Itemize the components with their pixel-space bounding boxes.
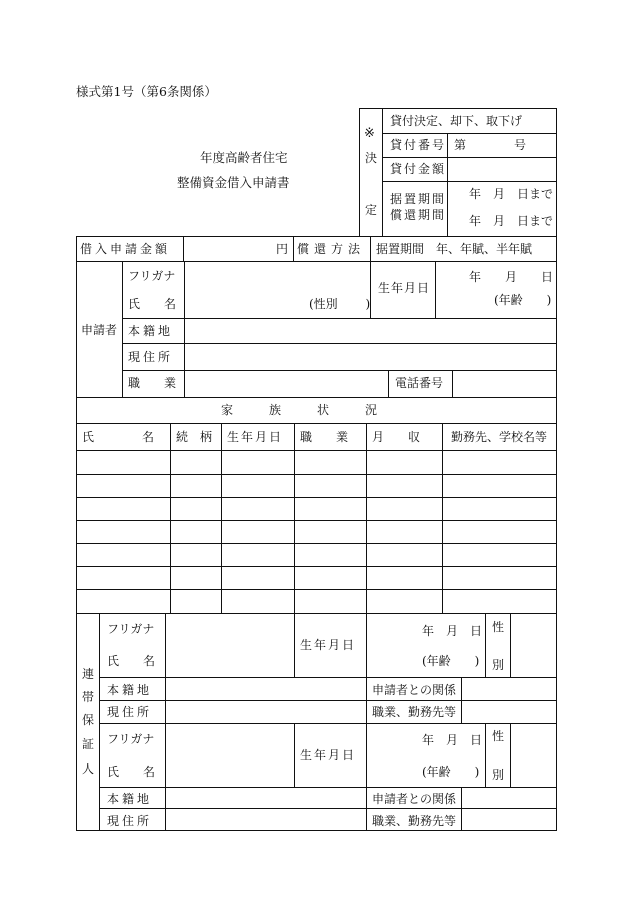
title-line-1: 年度高齢者住宅	[200, 150, 288, 165]
repayment-method-value: 据置期間 年、年賦、半年賦	[376, 242, 533, 256]
family-cell-occupation[interactable]	[295, 475, 366, 497]
loan-amount-label: 貸付金額	[390, 162, 447, 176]
family-cell-relation[interactable]	[171, 590, 221, 612]
guarantor-label-4: 証	[82, 737, 95, 751]
family-cell-relation[interactable]	[171, 544, 221, 566]
family-cell-birth[interactable]	[222, 521, 294, 543]
applicant-occupation-input[interactable]	[186, 372, 386, 396]
guarantor1-sex-label-2: 別	[492, 658, 505, 672]
applicant-address-label: 現住所	[128, 350, 174, 364]
family-cell-birth[interactable]	[222, 475, 294, 497]
family-cell-income[interactable]	[367, 498, 442, 520]
guarantor1-name-input[interactable]	[167, 615, 293, 676]
family-cell-birth[interactable]	[222, 590, 294, 612]
decision-label-2: 定	[365, 203, 378, 217]
applicant-address-input[interactable]	[186, 345, 554, 369]
loan-number-label: 貸付番号	[390, 138, 447, 152]
family-cell-occupation[interactable]	[295, 544, 366, 566]
applicant-occupation-label: 職 業	[128, 376, 177, 390]
repayment-method-label: 償還方法	[297, 242, 366, 256]
family-cell-relation[interactable]	[171, 567, 221, 589]
applicant-name-input[interactable]	[186, 263, 306, 317]
family-cell-income[interactable]	[367, 475, 442, 497]
family-header-name: 氏 名	[82, 430, 155, 444]
guarantor1-name-label: 氏 名	[107, 654, 156, 668]
family-header-occupation: 職 業	[300, 430, 349, 444]
family-cell-birth[interactable]	[222, 498, 294, 520]
repayment-until: 年 月 日まで	[469, 214, 554, 228]
guarantor1-address-input[interactable]	[167, 702, 365, 722]
guarantor2-relation-label: 申請者との関係	[372, 792, 457, 806]
title-line-2: 整備資金借入申請書	[177, 175, 290, 190]
applicant-sex: (性別 )	[309, 297, 371, 311]
guarantor2-furigana-label: フリガナ	[107, 732, 155, 746]
guarantor2-occupation-label: 職業、勤務先等	[372, 814, 457, 828]
guarantor-label-2: 帯	[82, 690, 95, 704]
applicant-honseki-label: 本籍地	[128, 324, 174, 338]
applicant-name-label: 氏 名	[128, 297, 177, 311]
family-cell-occupation[interactable]	[295, 451, 366, 473]
family-cell-workplace[interactable]	[443, 475, 556, 497]
applicant-age: (年齢 )	[494, 293, 552, 307]
guarantor2-address-label: 現住所	[107, 814, 153, 828]
applicant-birth-ymd: 年 月 日	[469, 270, 554, 284]
family-cell-relation[interactable]	[171, 521, 221, 543]
guarantor-label-1: 連	[82, 667, 95, 681]
family-cell-name[interactable]	[77, 475, 170, 497]
guarantor1-honseki-input[interactable]	[167, 679, 365, 699]
family-status-title: 家 族 状 況	[221, 403, 378, 417]
repayment-period-label: 償還期間	[390, 208, 447, 222]
guarantor2-name-label: 氏 名	[107, 765, 156, 779]
guarantor2-sex-label-2: 別	[492, 768, 505, 782]
family-cell-name[interactable]	[77, 521, 170, 543]
decision-mark: ※	[364, 126, 375, 141]
family-cell-occupation[interactable]	[295, 567, 366, 589]
guarantor2-name-input[interactable]	[167, 725, 293, 786]
guarantor2-occupation-input[interactable]	[463, 810, 555, 829]
deferment-period-label: 据置期間	[390, 192, 447, 206]
guarantor2-address-input[interactable]	[167, 810, 365, 829]
family-cell-income[interactable]	[367, 544, 442, 566]
family-cell-workplace[interactable]	[443, 521, 556, 543]
family-cell-name[interactable]	[77, 590, 170, 612]
family-cell-income[interactable]	[367, 521, 442, 543]
family-cell-birth[interactable]	[222, 451, 294, 473]
family-cell-income[interactable]	[367, 590, 442, 612]
family-cell-name[interactable]	[77, 567, 170, 589]
loan-amount-input[interactable]	[185, 238, 275, 260]
guarantor2-age: (年齢 )	[422, 765, 480, 779]
family-cell-occupation[interactable]	[295, 590, 366, 612]
family-cell-income[interactable]	[367, 451, 442, 473]
guarantor1-furigana-label: フリガナ	[107, 622, 155, 636]
guarantor1-age: (年齢 )	[422, 654, 480, 668]
guarantor2-relation-input[interactable]	[463, 789, 555, 807]
guarantor2-birth-label: 生年月日	[300, 748, 357, 762]
guarantor2-honseki-label: 本籍地	[107, 792, 153, 806]
applicant-phone-input[interactable]	[454, 372, 554, 396]
guarantor1-relation-label: 申請者との関係	[372, 683, 457, 697]
family-cell-workplace[interactable]	[443, 451, 556, 473]
family-cell-workplace[interactable]	[443, 544, 556, 566]
family-cell-workplace[interactable]	[443, 590, 556, 612]
guarantor2-sex-label-1: 性	[492, 729, 505, 743]
family-header-relation: 続 柄	[176, 430, 213, 444]
guarantor1-address-label: 現住所	[107, 705, 153, 719]
loan-amount-field-label: 借入申請金額	[80, 242, 171, 256]
family-cell-occupation[interactable]	[295, 498, 366, 520]
guarantor1-occupation-input[interactable]	[463, 702, 555, 722]
family-cell-relation[interactable]	[171, 475, 221, 497]
yen-unit: 円	[276, 242, 289, 256]
family-cell-birth[interactable]	[222, 544, 294, 566]
family-cell-income[interactable]	[367, 567, 442, 589]
guarantor2-honseki-input[interactable]	[167, 789, 365, 807]
family-cell-occupation[interactable]	[295, 521, 366, 543]
family-cell-relation[interactable]	[171, 451, 221, 473]
applicant-birth-label: 生年月日	[378, 281, 431, 295]
loan-number-suffix: 号	[514, 138, 527, 152]
guarantor1-relation-input[interactable]	[463, 679, 555, 699]
family-cell-name[interactable]	[77, 451, 170, 473]
family-header-birth: 生年月日	[227, 430, 284, 444]
family-cell-relation[interactable]	[171, 498, 221, 520]
guarantor2-ymd: 年 月 日	[422, 733, 483, 747]
applicant-phone-label: 電話番号	[395, 376, 444, 390]
loan-number-prefix: 第	[454, 138, 467, 152]
guarantor1-occupation-label: 職業、勤務先等	[372, 705, 457, 719]
family-header-income: 月 収	[372, 430, 421, 444]
decision-result-options: 貸付決定、却下、取下げ	[390, 114, 523, 128]
family-header-workplace: 勤務先、学校名等	[451, 430, 548, 444]
family-cell-workplace[interactable]	[443, 498, 556, 520]
family-cell-birth[interactable]	[222, 567, 294, 589]
applicant-furigana-label: フリガナ	[128, 269, 176, 283]
family-cell-workplace[interactable]	[443, 567, 556, 589]
family-cell-name[interactable]	[77, 544, 170, 566]
guarantor1-birth-label: 生年月日	[300, 638, 357, 652]
guarantor-label-3: 保	[82, 713, 95, 727]
guarantor1-sex-label-1: 性	[492, 620, 505, 634]
guarantor-label-5: 人	[82, 762, 95, 776]
deferment-until: 年 月 日まで	[469, 187, 554, 201]
form-number: 様式第1号（第6条関係）	[76, 84, 217, 99]
guarantor1-honseki-label: 本籍地	[107, 683, 153, 697]
applicant-honseki-input[interactable]	[186, 320, 554, 342]
family-cell-name[interactable]	[77, 498, 170, 520]
decision-label-1: 決	[365, 151, 378, 165]
applicant-section-label: 申請者	[81, 323, 118, 337]
guarantor1-ymd: 年 月 日	[422, 624, 483, 638]
